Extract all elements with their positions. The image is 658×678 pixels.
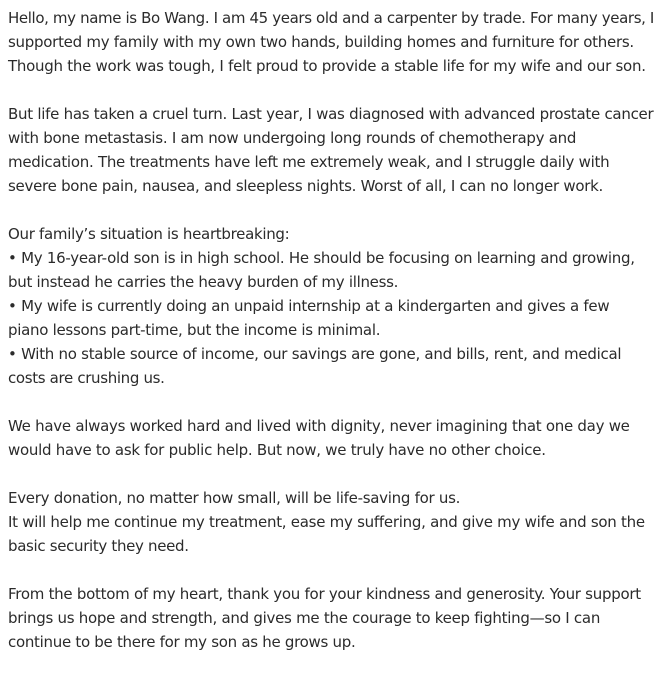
text-line: brings us hope and strength, and gives me the courage to keep fighting—so I can	[8, 609, 601, 627]
text-line: medication. The treatments have left me extremely weak, and I struggle daily with	[8, 153, 610, 171]
text-line: It will help me continue my treatment, ease my suffering, and give my wife and son the	[8, 513, 645, 531]
text-line: We have always worked hard and lived with dignity, never imagining that one day we	[8, 417, 630, 435]
text-line: would have to ask for public help. But now, we truly have no other choice.	[8, 441, 546, 459]
paragraph-diagnosis	[8, 102, 656, 198]
bullet-line: • My 16-year-old son is in high school. He should be focusing on learning and growing,	[8, 249, 635, 267]
text-line: But life has taken a cruel turn. Last year, I was diagnosed with advanced prostate cancer	[8, 105, 654, 123]
paragraph-family-situation	[8, 222, 656, 390]
text-line: Hello, my name is Bo Wang. I am 45 years old and a carpenter by trade. For many years, I	[8, 9, 654, 27]
text-line: but instead he carries the heavy burden of my illness.	[8, 273, 399, 291]
text-line: Our family’s situation is heartbreaking:	[8, 225, 290, 243]
text-line: Though the work was tough, I felt proud to provide a stable life for my wife and our son.	[8, 57, 646, 75]
paragraph-introduction	[8, 6, 656, 78]
paragraph-dignity	[8, 414, 656, 462]
text-line: From the bottom of my heart, thank you for your kindness and generosity. Your support	[8, 585, 641, 603]
bullet-line: • My wife is currently doing an unpaid internship at a kindergarten and gives a few	[8, 297, 610, 315]
story-text	[8, 6, 656, 678]
text-line: costs are crushing us.	[8, 369, 165, 387]
text-line: Every donation, no matter how small, will be life-saving for us.	[8, 489, 461, 507]
bullet-line: • With no stable source of income, our savings are gone, and bills, rent, and medical	[8, 345, 622, 363]
text-line: severe bone pain, nausea, and sleepless nights. Worst of all, I can no longer work.	[8, 177, 604, 195]
text-line: continue to be there for my son as he grows up.	[8, 633, 356, 651]
text-line: with bone metastasis. I am now undergoing long rounds of chemotherapy and	[8, 129, 577, 147]
text-line: piano lessons part-time, but the income is minimal.	[8, 321, 381, 339]
paragraph-thanks	[8, 582, 656, 654]
text-line: supported my family with my own two hands, building homes and furniture for others.	[8, 33, 634, 51]
paragraph-donation-appeal	[8, 486, 656, 558]
text-line: basic security they need.	[8, 537, 189, 555]
